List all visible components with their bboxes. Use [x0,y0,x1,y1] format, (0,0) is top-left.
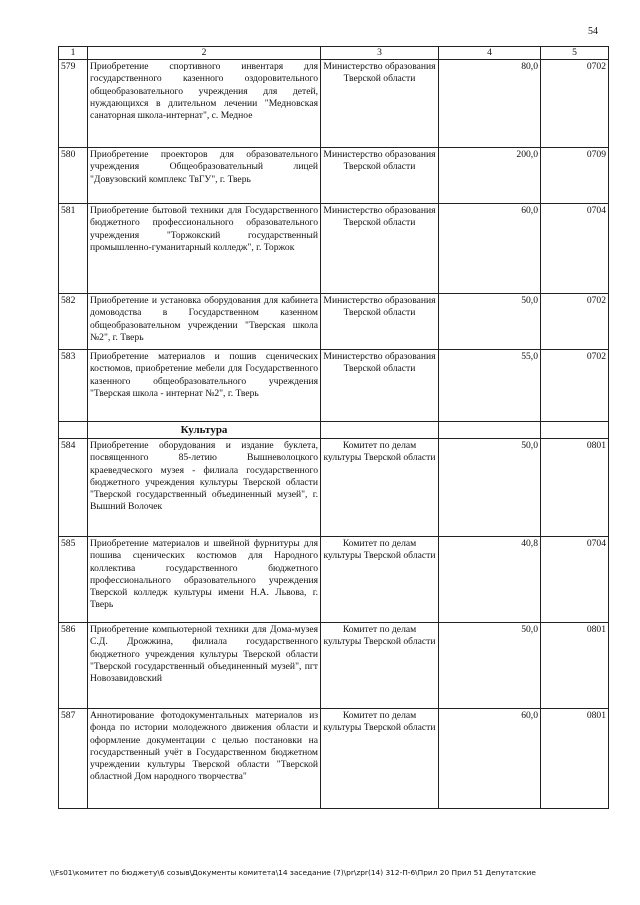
row-description: Приобретение оборудования и издание буклета, посвященного 85-летию Вышневолоцкого краеведческого музея - филиала государственного бюджетного учреждения культуры Тверской области "Тверской государственный объединенный музей", г. Вышний Волочек [88,439,321,537]
row-description: Приобретение материалов и пошив сценических костюмов, приобретение мебели для Государственного казенного общеобразовательного учреждения "Тверская школа - интернат №2", г. Тверь [88,350,321,422]
row-code: 0704 [541,537,609,623]
table-row [59,439,609,537]
row-number: 581 [59,204,88,294]
row-code: 0702 [541,350,609,422]
row-number: 586 [59,623,88,709]
table-header-row [59,47,609,60]
row-number: 584 [59,439,88,537]
table-row [59,148,609,204]
row-number: 583 [59,350,88,422]
header-cell: 4 [439,47,541,60]
row-amount: 50,0 [439,623,541,709]
section-empty-cell [59,422,88,439]
table-row [59,709,609,809]
row-code: 0801 [541,709,609,809]
table-row [59,623,609,709]
row-amount: 50,0 [439,439,541,537]
table-row [59,204,609,294]
row-code: 0801 [541,623,609,709]
row-description: Приобретение компьютерной техники для Дома-музея С.Д. Дрожжина, филиала государственного бюджетного учреждения культуры Тверской области "Тверской государственный объединенный музей", пгт Новозавидовский [88,623,321,709]
row-description: Приобретение бытовой техники для Государственного бюджетного профессионального образовательного учреждения "Торжокский государственный промышленно-гуманитарный колледж", г. Торжок [88,204,321,294]
section-row [59,422,609,439]
row-ministry: Министерство образования Тверской области [321,294,439,350]
row-code: 0704 [541,204,609,294]
appendix-table [58,46,609,809]
row-description: Аннотирование фотодокументальных материалов из фонда по истории молодежного движения области и оформление документации с целью постановки на государственный учёт в Государственном бюджетном учреждении культуры Тверской области "Тверской областной Дом народного творчества" [88,709,321,809]
row-amount: 60,0 [439,709,541,809]
header-cell: 3 [321,47,439,60]
row-amount: 80,0 [439,60,541,148]
table-row [59,294,609,350]
row-amount: 50,0 [439,294,541,350]
row-code: 0709 [541,148,609,204]
row-description: Приобретение материалов и швейной фурнитуры для пошива сценических костюмов для Народного коллектива государственного бюджетного профессионального образовательного учреждения Тверской колледж культуры имени Н.А. Львова, г. Тверь [88,537,321,623]
row-code: 0801 [541,439,609,537]
page-number: 54 [588,26,598,37]
footer-file-path: \\Fs01\комитет по бюджету\6 созыв\Документы комитета\14 заседание (7)\pr\zpr(14) 312-П-6\Прил 20 Прил 51 Депутатские [50,868,536,877]
row-number: 580 [59,148,88,204]
row-code: 0702 [541,60,609,148]
table-row [59,350,609,422]
row-number: 579 [59,60,88,148]
section-title: Культура [88,422,321,439]
header-cell: 1 [59,47,88,60]
row-ministry: Комитет по делам культуры Тверской области [321,709,439,809]
row-ministry: Комитет по делам культуры Тверской области [321,623,439,709]
row-number: 587 [59,709,88,809]
section-empty-cell [321,422,439,439]
row-ministry: Министерство образования Тверской области [321,60,439,148]
row-ministry: Комитет по делам культуры Тверской области [321,439,439,537]
row-ministry: Министерство образования Тверской области [321,148,439,204]
row-ministry: Комитет по делам культуры Тверской области [321,537,439,623]
row-number: 585 [59,537,88,623]
row-description: Приобретение спортивного инвентаря для государственного казенного оздоровительного общеобразовательного учреждения для детей, нуждающихся в длительном лечении "Медновская санаторная школа-интернат", с. Медное [88,60,321,148]
row-amount: 55,0 [439,350,541,422]
header-cell: 5 [541,47,609,60]
row-amount: 200,0 [439,148,541,204]
row-amount: 40,8 [439,537,541,623]
row-description: Приобретение и установка оборудования для кабинета домоводства в Государственном казенном общеобразовательном учреждении "Тверская школа №2", г. Тверь [88,294,321,350]
row-number: 582 [59,294,88,350]
section-empty-cell [439,422,541,439]
row-description: Приобретение проекторов для образовательного учреждения Общеобразовательный лицей "Довузовский комплекс ТвГУ", г. Тверь [88,148,321,204]
table-row [59,60,609,148]
section-empty-cell [541,422,609,439]
row-amount: 60,0 [439,204,541,294]
row-ministry: Министерство образования Тверской области [321,204,439,294]
header-cell: 2 [88,47,321,60]
row-ministry: Министерство образования Тверской области [321,350,439,422]
table-row [59,537,609,623]
row-code: 0702 [541,294,609,350]
